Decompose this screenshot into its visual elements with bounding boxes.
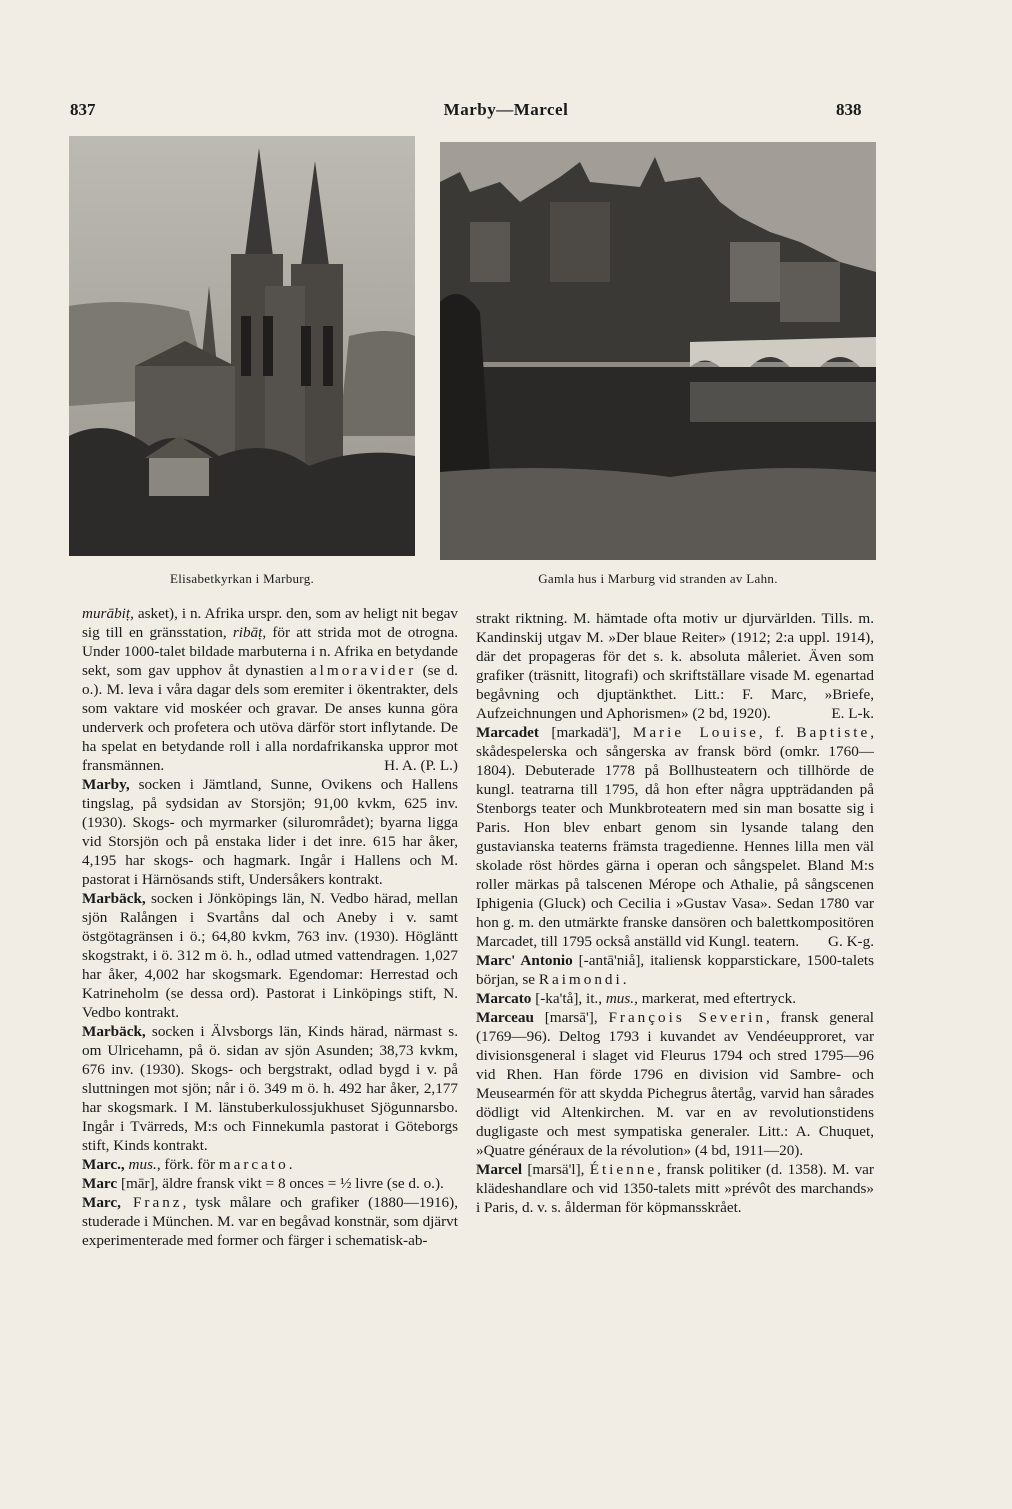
entry-marceau: Marceau [marsā'], François Severin, fransk general (1769—96). Deltog 1793 i kuvandet av Vendéeupproret, var divisionsgeneral i slaget vid Fleurus 1794 och stred 1795—96 vid Rhen. Han förde 1796 en division vid Sambre- och Meusearmén för att skydda Pichegrus återtåg, varvid han sårades dödligt vid Altenkirchen. M. var en av revolutionstidens dugligaste och mest sympatiska generaler. Litt.: A. Chuquet, »Quatre généraux de la révolution» (4 bd, 1911—20). <box>476 1009 874 1159</box>
headword: Marc., <box>82 1156 125 1173</box>
entry-marc-antonio: Marc' Antonio [-antā'niå], italiensk kopparstickare, 1500-talets början, se Raimondi. <box>476 952 874 988</box>
headword: Marceau <box>476 1009 534 1026</box>
entry-marc-weight: Marc [mār], äldre fransk vikt = 8 onces = ½ livre (se d. o.). <box>82 1175 444 1192</box>
headword: Marcato <box>476 990 532 1007</box>
entry-marcadet: Marcadet [markadä'], Marie Louise, f. Baptiste, skådespelerska och sångerska av fransk börd (omkr. 1760—1804). Debuterade 1778 på Bollhusteatern och tillhörde de kungl. teatrarna till 1795, då hon efter några uppträdanden på Stenborgs teater och Munkbroteatern med sin man bosatte sig i Paris. Hon blev enbart genom sin lysande talang den gustavianska teaterns främsta tragedienne. Hennes lilla men väl skolade röst hördes gärna i operan och sångspelet. Bland M:s roller märkas på talscenen Mérope och Athalie, på sångscenen Iphigenia (Gluck) och Cecilia i »Gustav Vasa». Sedan 1780 var hon g. m. den utmärkte franske dansören och balettkompositören Marcadet, till 1795 också anställd vid Kungl. teatern. G. K-g. <box>476 724 874 950</box>
entry-marcel: Marcel [marsä'l], Étienne, fransk politiker (d. 1358). M. var klädeshandlare och vid 1350-talets mitt »prévôt des marchands» i Paris, d. v. s. ålderman för köpmansskrået. <box>476 1161 874 1216</box>
marabout-entry-continued: murābiṭ, asket), i n. Afrika urspr. den, som av heligt nit begav sig till en gränsstation, ribāṭ, för att strida mot de otrogna. Under 1000-talet bildade marbuterna i n. Afrika en betydande sekt, som gav upphov åt dynastien almoravider (se d. o.). M. leva i våra dagar dels som eremiter i ökentrakter, dels som vaktare vid moskéer och gravar. De anses kunna göra underverk och profetera och utöva därför stort inflytande. De ha spelat en betydande roll i alla nordafrikanska uppror mot fransmännen. H. A. (P. L.) <box>82 605 458 774</box>
headword: Marbäck, <box>82 890 146 907</box>
entry-marc-abbrev: Marc., mus., förk. för marcato. <box>82 1156 293 1173</box>
figure-caption-left: Elisabetkyrkan i Marburg. <box>169 571 315 586</box>
running-header <box>0 100 1012 130</box>
headword: Marc' Antonio <box>476 952 573 969</box>
page-number-right: 838 <box>836 100 862 119</box>
entry-marback-jonkoping: Marbäck, socken i Jönköpings län, N. Vedbo härad, mellan sjön Ralången i Svartåns dal och Aneby i v. samt östgötagränsen i ö.; 64,80 kvkm, 763 inv. (1930). Högläntt skogstrakt, i ö. 312 m ö. h., odlad utmed vattendragen. 1,027 har åker, 4,002 har skogsmark. Egendomar: Herrestad och Katrineholm (se dessa ord). Pastorat i Linköpings stift, N. Vedbo kontrakt. <box>82 890 458 1021</box>
author-signature: H. A. (P. L.) <box>384 757 458 774</box>
headword: Marc, <box>82 1194 121 1211</box>
headword: Marby, <box>82 776 130 793</box>
figure-caption-right: Gamla hus i Marburg vid stranden av Lahn. <box>538 571 778 586</box>
right-column <box>476 609 874 1217</box>
running-title: Marby—Marcel <box>443 100 569 119</box>
river-houses-photo <box>440 142 876 560</box>
author-signature: E. L-k. <box>831 705 874 722</box>
entry-marc-franz: Marc, Franz, tysk målare och grafiker (1880—1916), studerade i München. M. var en begåvad konstnär, som djärvt experimenterade med former och färger i schematisk-ab- <box>82 1194 458 1249</box>
headword: Marcel <box>476 1161 523 1178</box>
page-number-left: 837 <box>70 100 96 119</box>
headword: Marc <box>82 1175 118 1192</box>
entry-marback-alvsborg: Marbäck, socken i Älvsborgs län, Kinds härad, närmast s. om Ulricehamn, på ö. sidan av sjön Asunden; 38,73 kvkm, 676 inv. (1930). Skogs- och bergstrakt, odlad bygd i v. på sluttningen mot sjön; når i ö. 349 m ö. h. 492 har åker, 2,177 har skogsmark. I M. länstuberkulossjukhuset Sjögunnarsbo. Ingår i Tvärreds, M:s och Finnekumla pastorat i Göteborgs stift, Kinds kontrakt. <box>82 1023 458 1154</box>
marc-franz-continued: strakt riktning. M. hämtade ofta motiv ur djurvärlden. Tills. m. Kandinskij utgav M. »Der blaue Reiter» (1912; 2:a uppl. 1914), där det propageras för det s. k. absoluta måleriet. Även som grafiker (träsnitt, litografi) och skriftställare visade M. egenartad begåvning och djuptänkthet. Litt.: F. Marc, »Briefe, Aufzeichnungen und Aphorismen» (2 bd, 1920). E. L-k. <box>476 610 874 722</box>
author-signature: G. K-g. <box>828 933 874 950</box>
church-photo <box>69 136 415 556</box>
left-column <box>82 604 458 1250</box>
headword: Marbäck, <box>82 1023 146 1040</box>
entry-marby: Marby, socken i Jämtland, Sunne, Ovikens och Hallens tingslag, på sydsidan av Storsjön; 91,00 kvkm, 625 inv. (1930). Skogs- och myrmarker (silurområdet); byarna ligga vid Storsjön och på enstaka lider i det inre. 615 har åker, 4,195 har skogs- och hagmark. Ingår i Hallens och M. pastorat i Härnösands stift, Undersåkers kontrakt. <box>82 776 458 888</box>
headword: Marcadet <box>476 724 539 741</box>
entry-marcato: Marcato [-ka'tå], it., mus., markerat, med eftertryck. <box>476 990 797 1007</box>
